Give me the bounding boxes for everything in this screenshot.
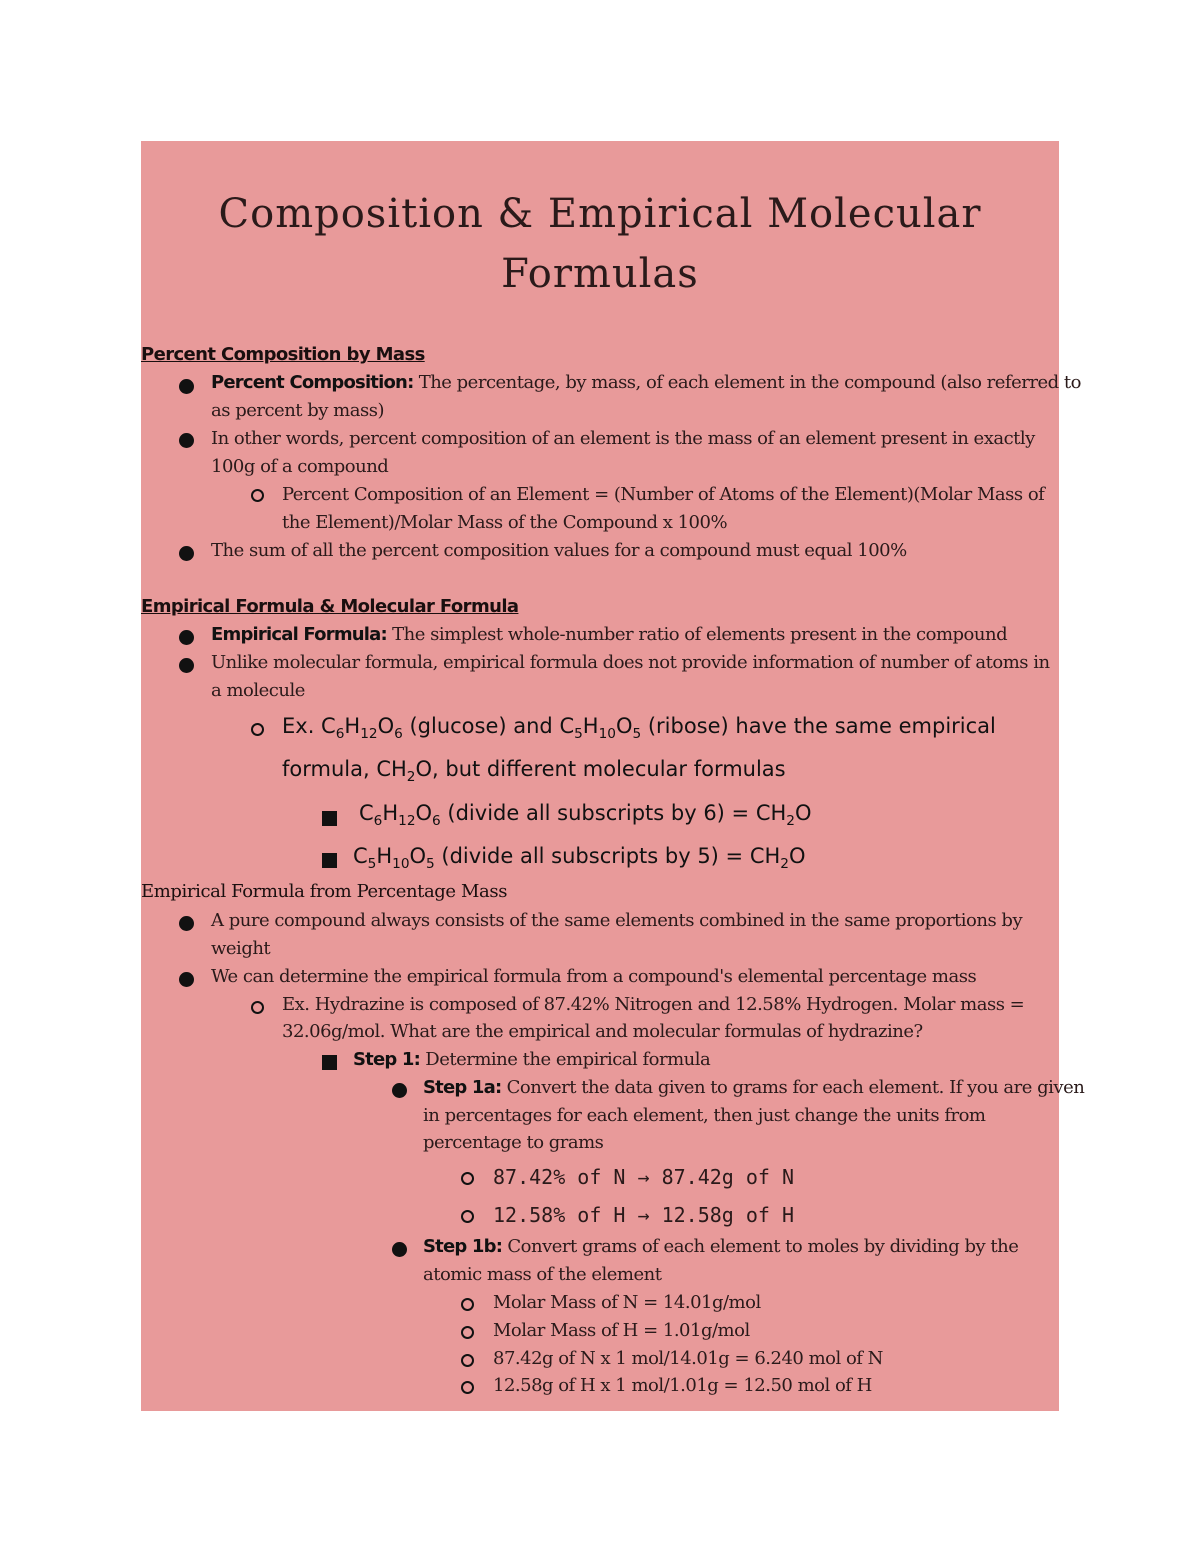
step-1-term: Step 1: (353, 1049, 421, 1070)
text-line: percentage to grams (423, 1132, 604, 1153)
text-line: weight (211, 938, 271, 959)
term-empirical-formula: Empirical Formula: (211, 624, 387, 645)
text-line: 100g of a compound (211, 456, 389, 477)
text-line: We can determine the empirical formula from a compound's elemental percentage mass (211, 966, 977, 987)
bullet-icon (179, 658, 194, 673)
formula-ch2o: $CH_2O$ (376, 757, 433, 786)
step-1a-term: Step 1a: (423, 1077, 502, 1098)
square-bullet-icon (322, 853, 337, 868)
percent-composition-formula-line-1: Percent Composition of an Element = (Number of Atoms of the Element)(Molar Mass of (282, 484, 1045, 505)
formula-ribose: $C_5H_{10}O_5$ (353, 844, 435, 873)
formula-ch2o: $CH_2O$ (755, 801, 812, 830)
percent-composition-formula-line-2: the Element)/Molar Mass of the Compound x 100% (282, 512, 728, 533)
example-glucose-ribose-line-1: Ex. $C_6H_{12}O_6$ (glucose) and $C_5H_{10}O_5$ (ribose) have the same empirical (282, 714, 996, 743)
molar-mass-nitrogen: Molar Mass of N = 14.01g/mol (493, 1292, 761, 1313)
bullet-icon (179, 379, 194, 394)
conversion-hydrogen: 12.58% of H → 12.58g of H (493, 1203, 795, 1227)
bullet-icon (179, 433, 194, 448)
text-line: The sum of all the percent composition values for a compound must equal 100% (211, 540, 907, 561)
square-bullet-icon (322, 811, 337, 826)
step-1b: Step 1b: Convert grams of each element to moles by dividing by the (423, 1236, 1019, 1257)
molar-mass-hydrogen: Molar Mass of H = 1.01g/mol (493, 1320, 750, 1341)
moles-nitrogen: 87.42g of N x 1 mol/14.01g = 6.240 mol of N (493, 1348, 883, 1369)
text-line: in percentages for each element, then just change the units from (423, 1105, 986, 1126)
section-heading-empirical-molecular: Empirical Formula & Molecular Formula (141, 596, 519, 617)
definition-percent-composition (211, 372, 1081, 393)
step-1a: Step 1a: Convert the data given to grams for each element. If you are given (423, 1077, 1085, 1098)
hydrazine-example-line-1: Ex. Hydrazine is composed of 87.42% Nitrogen and 12.58% Hydrogen. Molar mass = (282, 994, 1025, 1015)
ribose-simplification: $C_5H_{10}O_5$ (divide all subscripts by $5) = CH_2O$ (353, 844, 806, 873)
definition-text: The simplest whole-number ratio of elements present in the compound (386, 624, 1008, 645)
step-1b-term: Step 1b: (423, 1236, 503, 1257)
bullet-icon (179, 630, 194, 645)
text-line: a molecule (211, 680, 305, 701)
conversion-nitrogen: 87.42% of N → 87.42g of N (493, 1165, 795, 1189)
definition-text: The percentage, by mass, of each element in the compound (also referred to (413, 372, 1081, 393)
circle-bullet-icon (461, 1381, 474, 1394)
moles-hydrogen: 12.58g of H x 1 mol/1.01g = 12.50 mol of H (493, 1375, 872, 1396)
section-heading-percentage-mass: Empirical Formula from Percentage Mass (141, 881, 508, 902)
circle-bullet-icon (461, 1354, 474, 1367)
step-1: Step 1: Determine the empirical formula (353, 1049, 711, 1070)
circle-bullet-icon (461, 1298, 474, 1311)
term-percent-composition: Percent Composition: (211, 372, 414, 393)
bullet-icon (392, 1242, 407, 1257)
circle-bullet-icon (251, 489, 264, 502)
hydrazine-example-line-2: 32.06g/mol. What are the empirical and molecular formulas of hydrazine? (282, 1021, 923, 1042)
bullet-icon (392, 1083, 407, 1098)
bullet-icon (179, 546, 194, 561)
section-heading-percent-composition: Percent Composition by Mass (141, 344, 425, 365)
document-title-line-2: Formulas (501, 251, 699, 297)
formula-glucose: $C_6H_{12}O_6$ (321, 714, 403, 743)
circle-bullet-icon (461, 1326, 474, 1339)
square-bullet-icon (322, 1055, 337, 1070)
circle-bullet-icon (251, 1001, 264, 1014)
definition-empirical-formula (211, 624, 1007, 645)
circle-bullet-icon (461, 1210, 474, 1223)
document-page (141, 141, 1085, 1411)
glucose-simplification: $C_6H_{12}O_6$ (divide all subscripts by $6) = CH_2O$ (359, 801, 812, 830)
circle-bullet-icon (461, 1172, 474, 1185)
circle-bullet-icon (251, 723, 264, 736)
text-line: atomic mass of the element (423, 1264, 662, 1285)
text-line: as percent by mass) (211, 400, 384, 421)
bullet-icon (179, 972, 194, 987)
document-title-line-1: Composition & Empirical Molecular (218, 191, 982, 237)
formula-glucose: $C_6H_{12}O_6$ (359, 801, 441, 830)
formula-ch2o: $CH_2O$ (749, 844, 806, 873)
text-line: Unlike molecular formula, empirical formula does not provide information of number of atoms in (211, 652, 1050, 673)
formula-ribose: $C_5H_{10}O_5$ (559, 714, 642, 743)
bullet-icon (179, 916, 194, 931)
example-glucose-ribose-line-2: formula, $CH_2O$, but different molecular formulas (282, 757, 786, 786)
text-line: A pure compound always consists of the same elements combined in the same proportions by (211, 910, 1023, 931)
text-line: In other words, percent composition of an element is the mass of an element present in exactly (211, 428, 1035, 449)
